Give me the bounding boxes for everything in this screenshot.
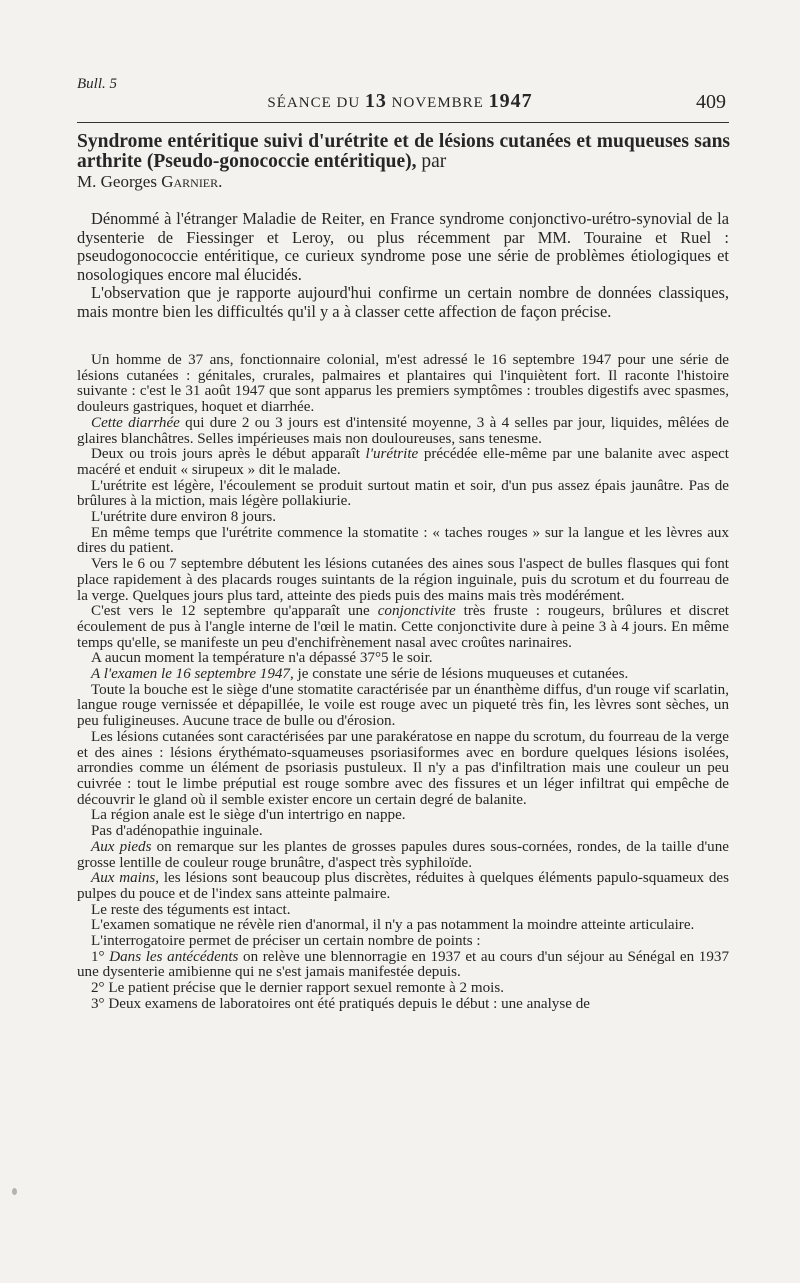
- body-paragraph: [77, 667, 729, 683]
- body-paragraph: La région anale est le siège d'un intertrigo en nappe.: [91, 807, 406, 824]
- body-paragraph: 3° Deux examens de laboratoires ont été pratiqués depuis le début : une analyse de: [91, 995, 590, 1012]
- body-paragraph: En même temps que l'urétrite commence la stomatite : « taches rouges » sur la langue et les lèvres aux dires du patient.: [77, 524, 729, 557]
- body-paragraph: L'urétrite est légère, l'écoulement se produit surtout matin et soir, d'un pus assez épais jaunâtre. Pas de brûlures à la miction, mais légère pollakiurie.: [77, 477, 729, 510]
- body-paragraph: [77, 447, 729, 478]
- seance-year: 1947: [488, 90, 533, 112]
- paragraph-text: 1°: [91, 948, 110, 965]
- body-paragraph: [77, 840, 729, 871]
- paragraph-text: on relève une blennorragie en 1937 et au cours d'un séjour au Sénégal en 1937 une dysenterie amibienne qui ne s'est jamais manifestée depuis.: [77, 948, 729, 981]
- paragraph-text: je constate une série de lésions muqueuses et cutanées.: [293, 666, 629, 683]
- paragraph-text: qui dure 2 ou 3 jours est d'intensité moyenne, 3 à 4 selles par jour, liquides, mêlées de glaires blanchâtres. Selles impérieuses mais non douloureuses, sans tenesme.: [77, 414, 729, 447]
- emphasis: conjonctivite: [377, 603, 456, 620]
- body-paragraph: Pas d'adénopathie inguinale.: [91, 823, 263, 840]
- emphasis: l'urétrite: [365, 446, 419, 463]
- abstract-paragraph: Dénommé à l'étranger Maladie de Reiter, en France syndrome conjonctivo-urétro-synovial de la dysenterie de Fiessinger et Leroy, ou plus récemment par MM. Touraine et Ruel : pseudogonococcie entéritique, ce curieux syndrome pose une série de problèmes étiologiques et nosologiques encore mal élucidés.: [77, 209, 729, 284]
- body-paragraph: [77, 950, 729, 981]
- case-report: [77, 353, 729, 1013]
- body-paragraph: [77, 871, 729, 902]
- emphasis: Aux mains,: [91, 870, 160, 887]
- emphasis: Cette diarrhée: [91, 414, 180, 431]
- body-paragraph: Un homme de 37 ans, fonctionnaire colonial, m'est adressé le 16 septembre 1947 pour une série de lésions cutanées : génitales, crurales, palmaires et plantaires qui l'inquiètent fort. Il raconte l'histoire suivante : c'est le 31 août 1947 que sont apparus les premiers symptômes : troubles digestifs avec spasmes, douleurs gastriques, hoquet et diarrhée.: [77, 352, 729, 416]
- body-paragraph: [77, 604, 729, 651]
- title-par: par: [421, 151, 447, 172]
- body-paragraph: A aucun moment la température n'a dépassé 37°5 le soir.: [91, 650, 433, 667]
- abstract-paragraph: L'observation que je rapporte aujourd'hui confirme un certain nombre de données classiques, mais montre bien les difficultés qu'il y a à classer cette affection de façon précise.: [77, 283, 729, 321]
- header-rule: [77, 122, 729, 123]
- seance-day: 13: [364, 90, 387, 112]
- bulletin-number: Bull. 5: [77, 76, 117, 92]
- body-paragraph: Les lésions cutanées sont caractérisées par une parakératose en nappe du scrotum, du fourreau de la verge et des aines : lésions érythémato-squameuses psoriasiformes avec en bordure quelques lésions isolées, arrondies comme un élément de psoriasis pustuleux. Il n'y a pas d'infiltration mais une couleur un peu cuivrée : tout le limbe préputial est rouge sombre avec des fissures et un léger infiltrat qui empêche de découvrir le gland où il semble exister encore un certain degré de balanite.: [77, 728, 729, 808]
- paragraph-text: très fruste : rougeurs, brûlures et discret écoulement de pus à l'angle interne de l'œil le matin. Cette conjonctivite dure à peine 3 à 4 jours. En même temps qu'elle, se manifeste un peu d'enchifrènement nasal avec croûtes narinaires.: [77, 603, 729, 651]
- scan-artifact: [12, 1188, 17, 1195]
- paragraph-text: précédée elle-même par une balanite avec aspect macéré et enduit « sirupeux » dit le malade.: [77, 446, 730, 478]
- running-header: [0, 90, 800, 113]
- author-prefix: M. Georges: [77, 172, 157, 191]
- paragraph-text: on remarque sur les plantes de grosses papules dures sous-cornées, rondes, de la taille d'une grosse lentille de couleur rouge brunâtre, d'aspect très syphiloïde.: [77, 838, 729, 871]
- body-paragraph: L'examen somatique ne révèle rien d'anormal, il n'y a pas notamment la moindre atteinte articulaire.: [91, 917, 695, 934]
- body-paragraph: [77, 416, 729, 447]
- paragraph-text: Deux ou trois jours après le début apparaît: [91, 446, 366, 463]
- body-paragraph: 2° Le patient précise que le dernier rapport sexuel remonte à 2 mois.: [91, 980, 504, 997]
- article-title: [77, 132, 730, 192]
- title-text: Syndrome entéritique suivi d'urétrite et de lésions cutanées et muqueuses sans arthrite (Pseudo-gonococcie entéritique),: [77, 131, 730, 172]
- emphasis: Dans les antécédents: [109, 948, 239, 965]
- body-paragraph: Le reste des téguments est intact.: [91, 901, 291, 918]
- paragraph-text: C'est vers le 12 septembre qu'apparaît une: [91, 603, 378, 620]
- page-number: 409: [696, 91, 726, 113]
- body-paragraph: Toute la bouche est le siège d'une stomatite caractérisée par un énanthème diffus, d'un rouge vif scarlatin, langue rouge vernissée et dépapillée, le voile est rouge avec un piqueté très fin, les lèvres sont sèches, un peu fuligineuses. Aucune trace de bulle ou d'érosion.: [77, 681, 729, 730]
- body-paragraph: L'urétrite dure environ 8 jours.: [91, 509, 277, 526]
- author-name: Garnier.: [161, 172, 223, 191]
- seance-month: NOVEMBRE: [391, 95, 484, 111]
- seance-prefix: SÉANCE DU: [267, 95, 361, 111]
- emphasis: A l'examen le 16 septembre 1947,: [91, 666, 294, 683]
- emphasis: Aux pieds: [91, 838, 152, 855]
- body-paragraph: L'interrogatoire permet de préciser un certain nombre de points :: [91, 933, 481, 950]
- paragraph-text: les lésions sont beaucoup plus discrètes, réduites à quelques éléments papulo-squameux des pulpes du pouce et de l'index sans atteinte palmaire.: [77, 870, 729, 902]
- body-paragraph: Vers le 6 ou 7 septembre débutent les lésions cutanées des aines sous l'aspect de bulles flasques qui font place rapidement à des placards rouges suintants de la région inguinale, puis du scrotum et du fourreau de la verge. Quelques jours plus tard, atteinte des pieds puis des mains mais très modérément.: [77, 556, 729, 604]
- abstract: [77, 210, 729, 322]
- author: [77, 172, 222, 191]
